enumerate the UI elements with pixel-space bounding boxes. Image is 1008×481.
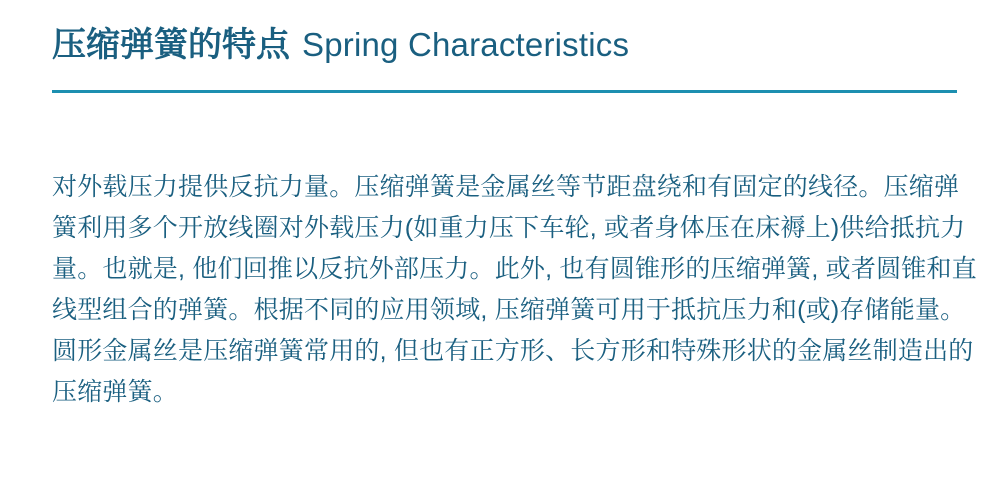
- body-section: [52, 142, 977, 438]
- heading-line: [52, 28, 962, 62]
- page-title-chinese: 压缩弹簧的特点: [52, 26, 290, 64]
- page-title-english: Spring Characteristics: [302, 26, 630, 63]
- page-title: [52, 28, 962, 62]
- title-divider: [52, 90, 957, 93]
- body-paragraph: 对外载压力提供反抗力量。压缩弹簧是金属丝等节距盘绕和有固定的线径。压缩弹簧利用多个开放线圈对外载压力(如重力压下车轮, 或者身体压在床褥上)供给抵抗力量。也就是, 他们回推以反抗外部压力。此外, 也有圆锥形的压缩弹簧, 或者圆锥和直线型组合的弹簧。根据不同的应用领域, 压缩弹簧可用于抵抗压力和(或)存储能量。圆形金属丝是压缩弹簧常用的, 但也有正方形、长方形和特殊形状的金属丝制造出的压缩弹簧。: [52, 173, 977, 406]
